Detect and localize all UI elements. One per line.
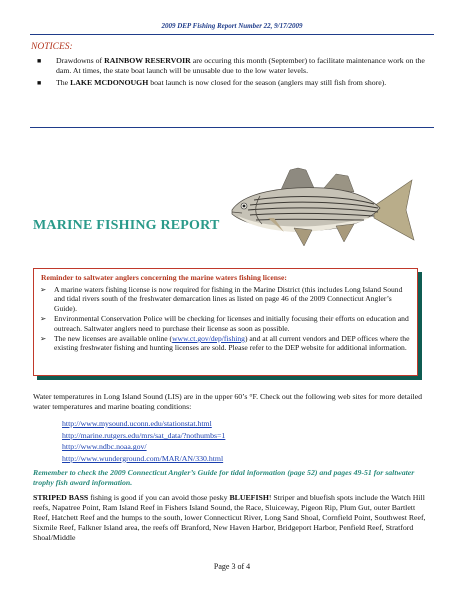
report-header: 2009 DEP Fishing Report Number 22, 9/17/2009: [161, 22, 303, 30]
license-box-title: Reminder to saltwater anglers concerning the marine waters fishing license:: [41, 273, 287, 282]
notices-title: NOTICES:: [31, 42, 73, 52]
page-number: Page 3 of 4: [213, 562, 251, 571]
marine-report-title: MARINE FISHING REPORT: [33, 218, 220, 233]
notice-reservoir-name: RAINBOW RESERVOIR: [104, 56, 191, 65]
license-item: ➢ A marine waters fishing license is now required for fishing in the Marine District (this includes Long Island Sound and tidal rivers south of the freshwater demarcation lines as listed on page 46 of the 2009 Connecticut Angler’s Guide).: [40, 285, 403, 313]
anglers-guide-reminder: Remember to check the 2009 Connecticut Angler’s Guide for tidal information (page 52) and pages 49-51 for saltwater trophy fish award information.: [33, 468, 415, 487]
striped-bass-heading: STRIPED BASS: [33, 493, 89, 502]
bullet-icon: ■: [37, 57, 42, 65]
dep-fishing-link[interactable]: www.ct.gov/dep/fishing: [172, 334, 245, 344]
notice-item: ■ The LAKE MCDONOUGH boat launch is now closed for the season (anglers may still fish from shore).: [37, 78, 387, 87]
ndbc-link[interactable]: http://www.ndbc.noaa.gov/: [62, 442, 147, 452]
arrow-bullet-icon: ➢: [40, 334, 47, 344]
notices-divider: [30, 127, 434, 128]
bluefish-heading: BLUEFISH: [229, 493, 269, 502]
marine-links-list: [62, 418, 225, 464]
notice-item: ■ Drawdowns of RAINBOW RESERVOIR are occuring this month (September) to facilitate maintenance work on the dam. At times, the state boat launch will be unusable due to the low water levels.: [37, 56, 425, 75]
arrow-bullet-icon: ➢: [40, 285, 47, 294]
notice-lake-name: LAKE MCDONOUGH: [70, 78, 149, 87]
striped-bass-icon: [224, 166, 416, 252]
striped-bass-paragraph: STRIPED BASS fishing is good if you can avoid those pesky BLUEFISH! Striper and bluefish spots include the Watch Hill reefs, Napatree Point, Ram Island Reef in Fishers Island Sound, the Race, Sluiceway, Pigeon Rip, Plum Gut, outer Bartlett Reef, Hatchett Reef and the humps to the south, lower Connecticut River, Long Sand Shoal, Cornfield Point, Southwest Reef, Sixmile Reef, Falkner Island area, the reefs off Branford, New Haven Harbor, Bridgeport Harbor, Penfield Reef, Stratford Shoal/Middle: [33, 493, 426, 542]
header-divider: [30, 34, 434, 35]
notices-list: [34, 56, 430, 90]
license-item: ➢ Environmental Conservation Police will be checking for licenses and initially focusing their efforts on education and outreach. Saltwater anglers need to purchase their license as soon as possible.: [40, 314, 409, 333]
mysound-link[interactable]: http://www.mysound.uconn.edu/stationstat.html: [62, 419, 212, 428]
license-list: [40, 285, 412, 354]
wunderground-link[interactable]: http://www.wunderground.com/MAR/AN/330.html: [62, 453, 224, 463]
rutgers-link[interactable]: http://marine.rutgers.edu/mrs/sat_data/?nothumbs=1: [62, 430, 226, 440]
arrow-bullet-icon: ➢: [40, 314, 47, 324]
license-item: ➢ The new licenses are available online (www.ct.gov/dep/fishing) and at all current vendors and DEP offices where the existing freshwater fishing and hunting licenses are sold. Please refer to the DEP website for additional information.: [40, 334, 410, 353]
water-temperature-text: Water temperatures in Long Island Sound (LIS) are in the upper 60’s °F. Check out the following web sites for more detailed water temperatures and marine boating conditions:: [33, 392, 423, 411]
license-reminder-box: [33, 268, 418, 376]
bullet-icon: ■: [37, 79, 42, 87]
